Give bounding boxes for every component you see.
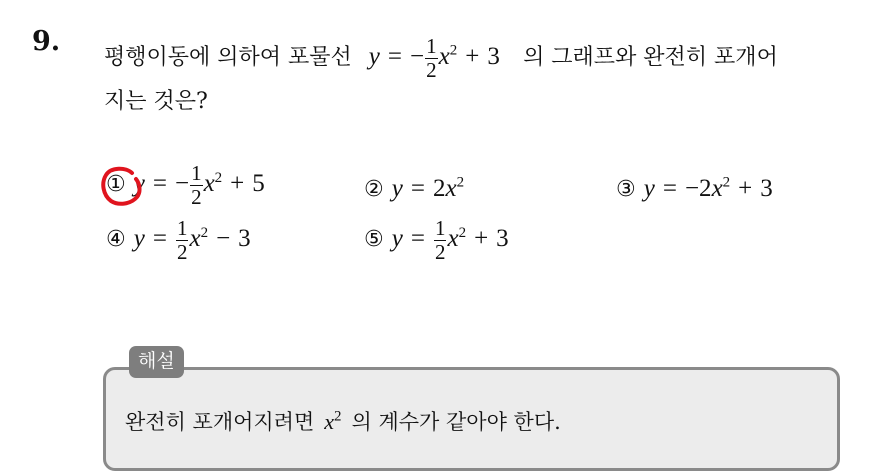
answer-selection-mark [99, 164, 145, 208]
fraction: $\frac{1}{2}$ [434, 216, 446, 264]
choice-4[interactable]: ④ y = $\frac{1}{2}$ $x^2 - 3$ [106, 216, 251, 264]
choice-3[interactable]: ③ $y = -2x^2 + 3$ [616, 174, 773, 202]
choice-marker: ⑤ [364, 227, 384, 253]
question-text-prefix: 평행이동에 의하여 포물선 [104, 45, 352, 71]
choice-marker: ① [106, 172, 126, 198]
question-line-2: 지는 것은? [104, 89, 208, 114]
question-text-suffix: 의 그래프와 완전히 포개어 [523, 45, 778, 71]
choice-1[interactable]: ① y = − $\frac{1}{2}$ $x^2 + 5$ [106, 161, 265, 209]
fraction: $\frac{1}{2}$ [426, 34, 437, 82]
question-line-1 [104, 36, 778, 81]
choice-marker: ② [364, 177, 384, 202]
explanation-label: 해설 [129, 346, 184, 378]
fraction: $\frac{1}{2}$ [176, 216, 188, 264]
choice-marker: ④ [106, 227, 126, 253]
question-equation: y = − $\frac{1}{2}$ $x^2 + 3$ [368, 34, 500, 82]
question-number: 9. [32, 26, 61, 57]
explanation-text: 완전히 포개어지려면 $x^2$ 의 계수가 같아야 한다. [125, 408, 561, 434]
choice-marker: ③ [616, 177, 636, 202]
choice-5[interactable]: ⑤ y = $\frac{1}{2}$ $x^2 + 3$ [364, 216, 509, 264]
choice-2[interactable]: ② $y = 2x^2$ [364, 174, 465, 202]
fraction: $\frac{1}{2}$ [191, 161, 202, 209]
